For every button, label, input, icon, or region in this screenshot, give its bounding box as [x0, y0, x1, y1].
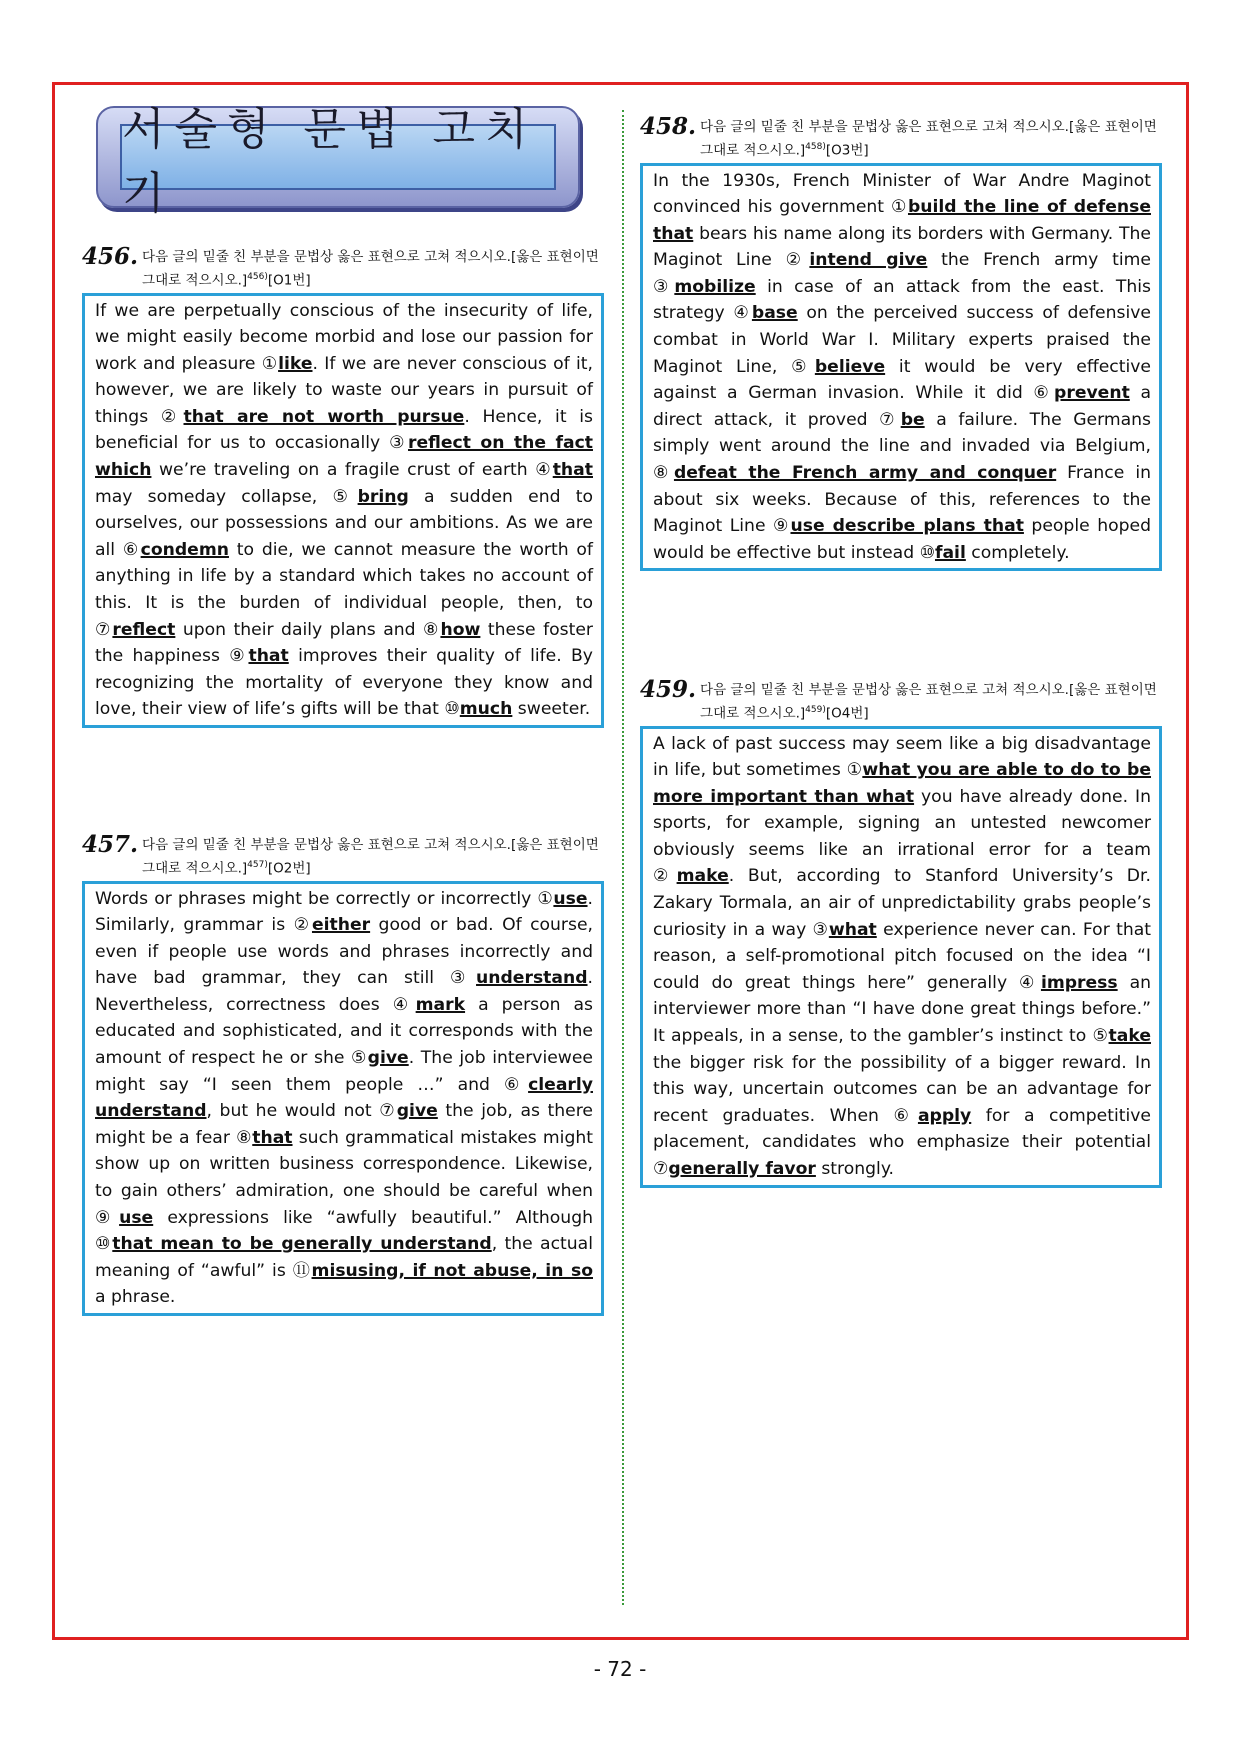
passage-text: the bigger risk for the possibility of a bigger reward. In this way, uncertain outcomes can be an advantage for recent graduates. When ⑥ [653, 1052, 1151, 1126]
passage-text: a failure. The Germans simply went around the line and invaded via Belgium, ⑧ [653, 409, 1152, 484]
underlined-phrase: reflect on the fact which [95, 433, 593, 481]
underlined-phrase: what you are able to do to be more important than what [653, 760, 1151, 807]
underlined-phrase: apply [917, 1105, 972, 1126]
question-instruction: 다음 글의 밑줄 친 부분을 문법상 옳은 표현으로 고쳐 적으시오.[옳은 표현이면 그대로 적으시오.]$^{456)}$[O1번] [142, 249, 599, 289]
underlined-phrase: believe [814, 356, 886, 377]
passage-text: upon their daily plans and ⑧ [175, 619, 441, 640]
passage-text: A lack of past success may seem like a big disadvantage in life, but sometimes ① [653, 733, 1151, 781]
passage-text: a sudden end to ourselves, our possessions and our ambitions. As we are all ⑥ [95, 486, 593, 560]
underlined-phrase: either [311, 915, 371, 936]
passage-text: a phrase. [95, 1287, 176, 1308]
column-divider [622, 110, 624, 1605]
underlined-phrase: use [119, 1207, 154, 1228]
passage-text: , the actual meaning of “awful” is ⑪ [95, 1234, 593, 1281]
passage-text: . Hence, it is beneficial for us to occasionally ③ [95, 406, 593, 454]
passage-box [82, 293, 604, 729]
underlined-phrase: be [900, 409, 925, 430]
passage-text: to die, we cannot measure the worth of anything in life by a standard which takes no account of this. It is the burden of individual people, then, to ⑦ [95, 539, 593, 640]
underlined-phrase: use [553, 888, 588, 909]
passage-text: experience never can. For that reason, a self-promotional pitch focused on the idea “I could do great things here” generally ④ [653, 919, 1151, 993]
underlined-phrase: mark [415, 994, 466, 1015]
passage-text: improves their quality of life. By recognizing the mortality of everyone they know and love, their view of life’s gifts will be that ⑩ [95, 646, 593, 720]
passage-text: for a competitive placement, candidates who emphasize their potential ⑦ [653, 1105, 1151, 1179]
question-instruction: 다음 글의 밑줄 친 부분을 문법상 옳은 표현으로 고쳐 적으시오.[옳은 표현이면 그대로 적으시오.]$^{457)}$[O2번] [142, 837, 599, 877]
underlined-phrase: that [552, 460, 593, 481]
passage-text: . Similarly, grammar is ② [95, 888, 593, 936]
passage-text: the French army time ③ [653, 250, 1151, 297]
underlined-phrase: what [828, 919, 877, 940]
question-457 [82, 831, 604, 1316]
question-header [82, 831, 604, 879]
passage-text: these foster the happiness ⑨ [95, 619, 593, 667]
underlined-phrase: how [440, 619, 481, 640]
title-banner [96, 104, 580, 219]
question-instruction: 다음 글의 밑줄 친 부분을 문법상 옳은 표현으로 고쳐 적으시오.[옳은 표현이면 그대로 적으시오.]$^{458)}$[O3번] [700, 119, 1157, 159]
question-458 [640, 113, 1162, 571]
passage-text: in case of an attack from the east. This strategy ④ [653, 276, 1151, 324]
question-number: 456. [82, 243, 139, 270]
passage-text: an interviewer more than “I have done great things before.” It appeals, in a sense, to the gambler’s instinct to ⑤ [653, 972, 1151, 1047]
underlined-phrase: reflect [112, 619, 176, 640]
underlined-phrase: take [1108, 1026, 1151, 1047]
question-instruction: 다음 글의 밑줄 친 부분을 문법상 옳은 표현으로 고쳐 적으시오.[옳은 표현이면 그대로 적으시오.]$^{459)}$[O4번] [700, 682, 1157, 722]
underlined-phrase: impress [1040, 972, 1118, 993]
passage-text: it would be very effective against a German invasion. While it did ⑥ [653, 356, 1152, 404]
passage-box [640, 163, 1162, 572]
question-459 [640, 676, 1162, 1188]
passage-text: . The job interviewee might say “I seen them people …” and ⑥ [95, 1048, 594, 1095]
passage-text: . But, according to Stanford University’s Dr. Zakary Tormala, an air of unpredictability grabs people’s curiosity in a way ③ [653, 866, 1151, 940]
passage-text: the job, as there might be a fear ⑧ [95, 1101, 593, 1148]
question-number: 457. [82, 831, 139, 858]
passage-text: may someday collapse, ⑤ [95, 486, 358, 507]
question-456 [82, 243, 604, 728]
passage-text: a person as educated and sophisticated, and it corresponds with the amount of respect he or she ⑤ [95, 994, 594, 1069]
passage-text: . If we are never conscious of it, however, we are likely to waste our years in pursuit of things ② [95, 353, 593, 427]
underlined-phrase: generally favor [668, 1159, 816, 1179]
underlined-phrase: that mean to be generally understand [112, 1234, 492, 1255]
passage-text: France in about six weeks. Because of this, references to the Maginot Line ⑨ [653, 463, 1151, 537]
underlined-phrase: understand [476, 968, 588, 989]
passage-text: you have already done. In sports, for example, signing an untested newcomer obviously seems like an irrational error for a team ② [653, 786, 1151, 887]
page-title: 서술형 문법 고치기 [120, 124, 556, 190]
passage-text: bears his name along its borders with Germany. The Maginot Line ② [653, 223, 1151, 271]
underlined-phrase: that are not worth pursue [183, 406, 465, 427]
passage-box [82, 881, 604, 1317]
question-number: 459. [640, 676, 697, 703]
passage-text: on the perceived success of defensive combat in World War I. Military experts praised the Maginot Line, ⑤ [653, 303, 1151, 377]
passage-text: Words or phrases might be correctly or incorrectly ① [95, 888, 554, 909]
underlined-phrase: misusing, if not abuse, in so [311, 1260, 593, 1281]
passage-text: completely. [965, 542, 1070, 563]
page-number: - 72 - [593, 1657, 647, 1681]
passage-text: people hoped would be effective but instead ⑩ [653, 516, 1151, 563]
passage-text: we’re traveling on a fragile crust of earth ④ [151, 460, 553, 481]
underlined-phrase: clearly understand [95, 1074, 593, 1122]
passage-text: In the 1930s, French Minister of War Andre Maginot convinced his government ① [653, 170, 1151, 218]
underlined-phrase: that [248, 646, 289, 667]
underlined-phrase: fail [934, 542, 966, 563]
passage-text: a direct attack, it proved ⑦ [653, 383, 1151, 430]
underlined-phrase: use describe plans that [790, 516, 1024, 537]
passage-text: sweeter. [512, 699, 591, 720]
question-header [640, 676, 1162, 724]
passage-text: such grammatical mistakes might show up on written business correspondence. Likewise, to gain others’ admiration, one should be careful when ⑨ [95, 1127, 593, 1228]
passage-text: , but he would not ⑦ [206, 1101, 397, 1122]
underlined-phrase: make [676, 866, 729, 887]
underlined-phrase: condemn [140, 539, 229, 560]
underlined-phrase: prevent [1054, 383, 1130, 404]
underlined-phrase: base [751, 303, 798, 324]
question-number: 458. [640, 113, 697, 140]
underlined-phrase: mobilize [674, 276, 756, 297]
underlined-phrase: give [367, 1048, 409, 1069]
question-header [640, 113, 1162, 161]
passage-text: . Nevertheless, correctness does ④ [95, 968, 593, 1015]
underlined-phrase: much [459, 699, 513, 720]
question-header [82, 243, 604, 291]
underlined-phrase: give [396, 1101, 438, 1122]
underlined-phrase: bring [357, 486, 409, 507]
underlined-phrase: like [278, 353, 313, 374]
underlined-phrase: defeat the French army and conquer [673, 463, 1057, 484]
underlined-phrase: intend give [809, 250, 928, 271]
passage-box [640, 726, 1162, 1188]
passage-text: good or bad. Of course, even if people use words and phrases incorrectly and have bad grammar, they can still ③ [95, 915, 593, 989]
underlined-phrase: that [252, 1127, 293, 1148]
passage-text: If we are perpetually conscious of the insecurity of life, we might easily become morbid and lose our passion for work and pleasure ① [95, 300, 593, 374]
underlined-phrase: build the line of defense that [653, 197, 1151, 244]
passage-text: expressions like “awfully beautiful.” Although ⑩ [95, 1207, 593, 1255]
passage-text: strongly. [815, 1159, 895, 1179]
